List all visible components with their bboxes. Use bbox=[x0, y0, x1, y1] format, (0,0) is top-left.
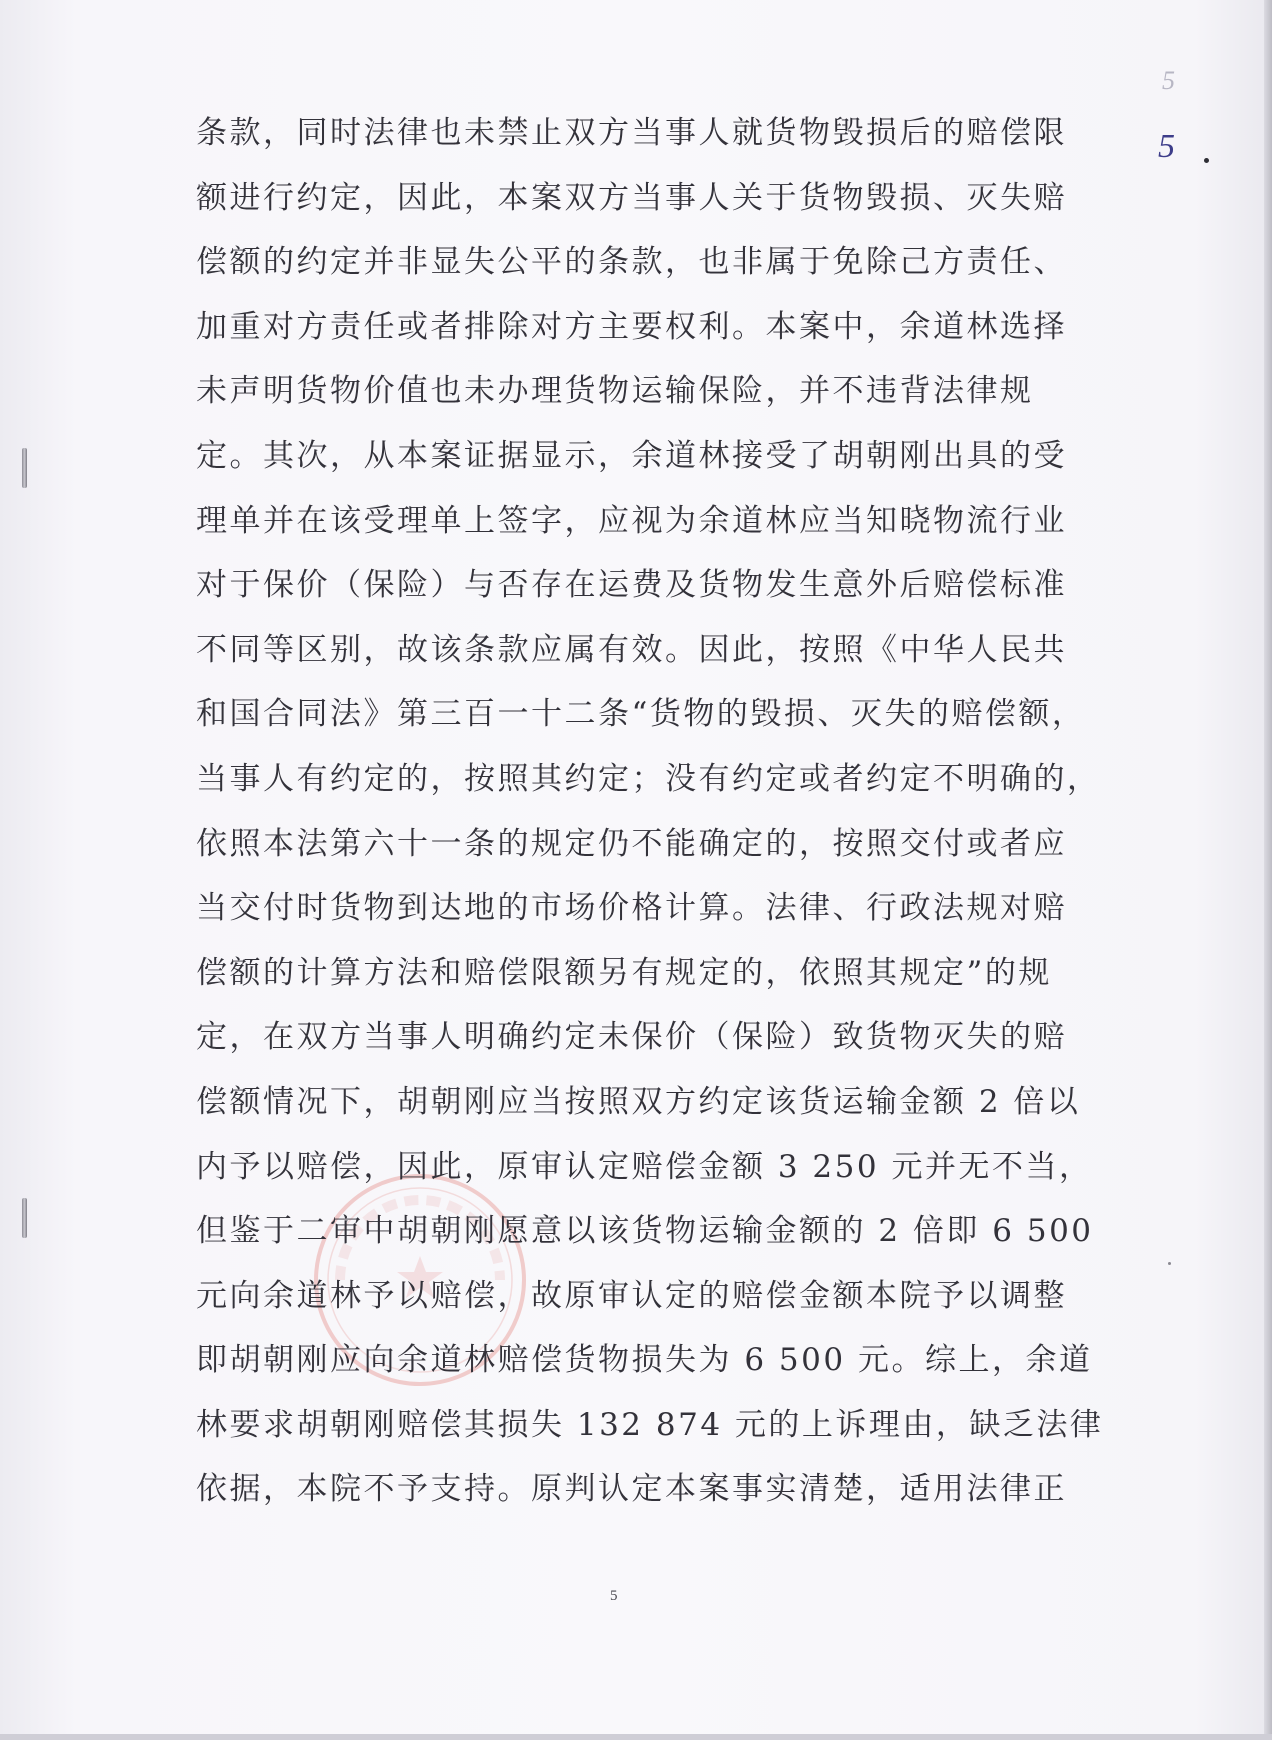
paper-edge-right bbox=[1264, 0, 1272, 1740]
text-line: 元向余道林予以赔偿，故原审认定的赔偿金额本院予以调整 bbox=[196, 1277, 1067, 1314]
text-line: 偿额情况下，胡朝刚应当按照双方约定该货运输金额 2 倍以 bbox=[196, 1083, 1081, 1120]
text-line: 内予以赔偿，因此，原审认定赔偿金额 3 250 元并无不当， bbox=[196, 1148, 1093, 1185]
text-line: 当事人有约定的，按照其约定；没有约定或者约定不明确的， bbox=[196, 760, 1101, 797]
text-line: 但鉴于二审中胡朝刚愿意以该货物运输金额的 2 倍即 6 500 bbox=[196, 1213, 1094, 1250]
text-line: 偿额的计算方法和赔偿限额另有规定的，依照其规定”的规 bbox=[196, 954, 1052, 991]
staple-bottom bbox=[22, 1198, 27, 1238]
ink-speck bbox=[1168, 1262, 1171, 1265]
text-line: 定，在双方当事人明确约定未保价（保险）致货物灭失的赔 bbox=[196, 1019, 1067, 1056]
margin-annotation-faint: 5 bbox=[1162, 66, 1175, 95]
text-line: 依照本法第六十一条的规定仍不能确定的，按照交付或者应 bbox=[196, 825, 1067, 862]
margin-annotation: 5 bbox=[1158, 128, 1175, 165]
text-line: 即胡朝刚应向余道林赔偿货物损失为 6 500 元。综上，余道 bbox=[196, 1342, 1093, 1379]
text-line: 条款，同时法律也未禁止双方当事人就货物毁损后的赔偿限 bbox=[196, 115, 1067, 151]
text-line: 依据，本院不予支持。原判认定本案事实清楚，适用法律正 bbox=[196, 1471, 1067, 1508]
text-line: 未声明货物价值也未办理货物运输保险，并不违背法律规 bbox=[196, 373, 1034, 410]
body-text bbox=[196, 111, 1104, 1532]
page-number: 5 bbox=[610, 1588, 618, 1604]
ink-speck bbox=[1204, 158, 1209, 163]
text-line: 和国合同法》第三百一十二条“货物的毁损、灭失的赔偿额， bbox=[196, 696, 1086, 733]
text-line: 加重对方责任或者排除对方主要权利。本案中，余道林选择 bbox=[196, 308, 1067, 345]
paper-edge-bottom bbox=[0, 1734, 1272, 1740]
text-line: 偿额的约定并非显失公平的条款，也非属于免除己方责任、 bbox=[196, 244, 1067, 281]
staple-top bbox=[22, 448, 27, 488]
text-line: 理单并在该受理单上签字，应视为余道林应当知晓物流行业 bbox=[196, 502, 1067, 539]
text-line: 定。其次，从本案证据显示，余道林接受了胡朝刚出具的受 bbox=[196, 437, 1067, 474]
text-line: 当交付时货物到达地的市场价格计算。法律、行政法规对赔 bbox=[196, 890, 1067, 927]
text-line: 不同等区别，故该条款应属有效。因此，按照《中华人民共 bbox=[196, 631, 1067, 668]
text-line: 林要求胡朝刚赔偿其损失 132 874 元的上诉理由，缺乏法律 bbox=[196, 1406, 1104, 1443]
text-line: 对于保价（保险）与否存在运费及货物发生意外后赔偿标准 bbox=[196, 567, 1067, 604]
text-line: 额进行约定，因此，本案双方当事人关于货物毁损、灭失赔 bbox=[196, 179, 1067, 216]
